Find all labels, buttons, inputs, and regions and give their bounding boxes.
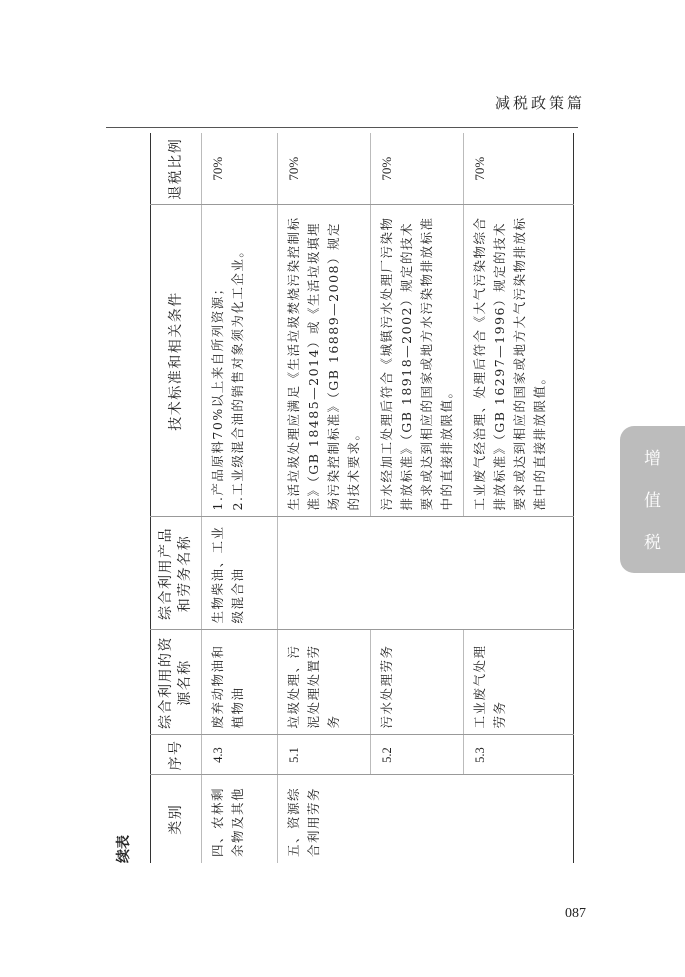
- cell-resource: 污水处理劳务: [371, 630, 464, 735]
- header-seq: 序号: [151, 735, 202, 775]
- resource-utilization-table: [150, 133, 574, 863]
- cell-ratio: 70%: [464, 133, 574, 205]
- cell-ratio: 70%: [202, 133, 278, 205]
- header-resource: 综合利用的资源名称: [151, 630, 202, 735]
- cell-tech: 生活垃圾处理应满足《生活垃圾焚烧污染控制标准》（GB 18485—2014）或《生活垃圾填埋场污染控制标准》（GB 16889—2008）规定的技术要求。: [278, 205, 371, 517]
- table-row: [371, 133, 464, 863]
- cell-product: [278, 517, 574, 630]
- table-row: [464, 133, 574, 863]
- cell-tech: [202, 205, 278, 517]
- cell-seq: 5.3: [464, 735, 574, 775]
- cell-product: 生物柴油、工业级混合油: [202, 517, 278, 630]
- table-header-row: [151, 133, 202, 863]
- side-tab-char-1: 增: [644, 449, 661, 469]
- header-ratio: 退税比例: [167, 137, 184, 200]
- cell-seq: 5.2: [371, 735, 464, 775]
- cell-seq: 5.1: [278, 735, 371, 775]
- cell-resource: 垃圾处理、污泥处理处置劳务: [278, 630, 371, 735]
- cell-resource: 废弃动物油和植物油: [202, 630, 278, 735]
- side-tab-vat: [620, 426, 685, 573]
- table-row: [278, 133, 371, 863]
- cell-ratio: 70%: [278, 133, 371, 205]
- page-number: 087: [565, 906, 586, 921]
- cell-category: 四、农林剩余物及其他: [202, 775, 278, 863]
- cell-resource: 工业废气处理劳务: [464, 630, 574, 735]
- cell-tech: 工业废气经治理、处理后符合《大气污染物综合排放标准》（GB 16297—1996）规定的技术要求或达到相应的国家或地方大气污染物排放标准中的直接排放限值。: [464, 205, 574, 517]
- cell-ratio: 70%: [371, 133, 464, 205]
- cell-seq: 4.3: [202, 735, 278, 775]
- cell-tech-line-2: 2.工业级混合油的销售对象须为化工企业。: [230, 243, 245, 511]
- header-tech: 技术标准和相关条件: [151, 205, 202, 517]
- side-tab-char-3: 税: [644, 533, 661, 553]
- table-caption: 续表: [116, 835, 132, 863]
- header-product: 综合利用产品和劳务名称: [151, 517, 202, 630]
- table-row: [202, 133, 278, 863]
- header-rule: [106, 127, 578, 128]
- cell-tech-line-1: 1.产品原料70%以上来自所列资源；: [210, 281, 225, 511]
- cell-category: 五、资源综合利用劳务: [278, 775, 574, 863]
- cell-tech: 污水经加工处理后符合《城镇污水处理厂污染物排放标准》（GB 18918—2002）规定的技术要求或达到相应的国家或地方水污染物排放标准中的直接排放限值。: [371, 205, 464, 517]
- side-tab-char-2: 值: [644, 491, 661, 511]
- section-title: 减税政策篇: [495, 94, 586, 112]
- rotated-table-block: [105, 133, 580, 863]
- header-category: 类别: [151, 775, 202, 863]
